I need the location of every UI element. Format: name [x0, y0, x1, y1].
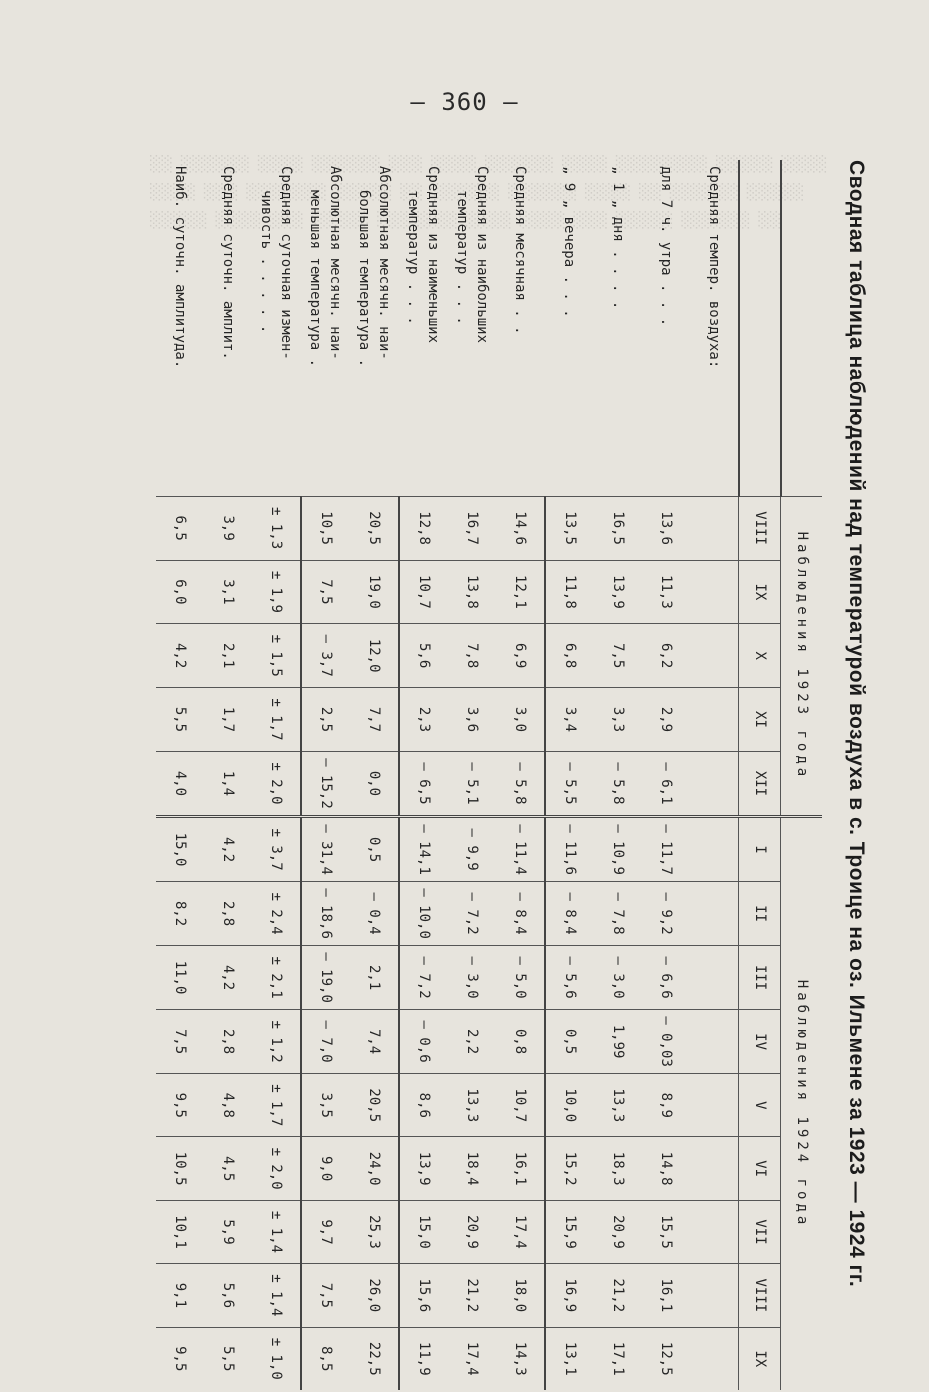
table-row: [690, 160, 739, 1390]
table-row: [399, 160, 448, 1390]
value-cell: ± 1,7: [252, 688, 301, 752]
value-cell: 3,3: [594, 688, 642, 752]
value-cell: ± 3,7: [252, 817, 301, 882]
value-cell: — 5,8: [594, 751, 642, 816]
row-label: [496, 160, 545, 496]
value-cell: [690, 624, 739, 688]
value-cell: — 5,0: [496, 946, 545, 1010]
value-cell: 16,5: [594, 496, 642, 560]
month-header: IX: [739, 1327, 781, 1390]
value-cell: 21,2: [594, 1264, 642, 1327]
value-cell: 4,2: [204, 946, 252, 1010]
table-row: [448, 160, 496, 1390]
value-cell: 3,6: [448, 688, 496, 752]
value-cell: 1,4: [204, 751, 252, 816]
value-cell: 13,8: [448, 560, 496, 624]
value-cell: ± 1,3: [252, 496, 301, 560]
value-cell: — 8,4: [545, 882, 594, 946]
table-row: [545, 160, 594, 1390]
value-cell: 18,0: [496, 1264, 545, 1327]
month-header: VII: [739, 1200, 781, 1263]
value-cell: 9,7: [301, 1200, 350, 1263]
value-cell: 6,2: [642, 624, 690, 688]
value-cell: ± 2,0: [252, 751, 301, 816]
value-cell: — 0,03: [642, 1010, 690, 1074]
table-body: [156, 160, 739, 1390]
value-cell: — 31,4: [301, 817, 350, 882]
value-cell: 11,0: [156, 946, 204, 1010]
value-cell: 7,5: [156, 1010, 204, 1074]
value-cell: 8,5: [301, 1327, 350, 1390]
row-label: [545, 160, 594, 496]
value-cell: [690, 1327, 739, 1390]
value-cell: [690, 1137, 739, 1200]
row-label: [156, 160, 204, 496]
value-cell: 4,8: [204, 1074, 252, 1137]
value-cell: 13,3: [448, 1074, 496, 1137]
month-header: X: [739, 624, 781, 688]
table-row: [252, 160, 301, 1390]
value-cell: 11,9: [399, 1327, 448, 1390]
value-cell: 18,3: [594, 1137, 642, 1200]
value-cell: 7,8: [448, 624, 496, 688]
value-cell: 20,5: [350, 496, 399, 560]
value-cell: 5,5: [204, 1327, 252, 1390]
value-cell: 12,1: [496, 560, 545, 624]
value-cell: [690, 751, 739, 816]
value-cell: [690, 688, 739, 752]
value-cell: 10,7: [496, 1074, 545, 1137]
value-cell: 10,5: [301, 496, 350, 560]
value-cell: 15,9: [545, 1200, 594, 1263]
value-cell: 4,2: [156, 624, 204, 688]
value-cell: 11,3: [642, 560, 690, 624]
month-header: II: [739, 882, 781, 946]
value-cell: ± 1,5: [252, 624, 301, 688]
value-cell: 7,5: [594, 624, 642, 688]
value-cell: — 15,2: [301, 751, 350, 816]
value-cell: — 5,8: [496, 751, 545, 816]
value-cell: 12,8: [399, 496, 448, 560]
value-cell: 6,5: [156, 496, 204, 560]
value-cell: 17,4: [496, 1200, 545, 1263]
month-header: VIII: [739, 1264, 781, 1327]
value-cell: 7,5: [301, 1264, 350, 1327]
value-cell: 4,5: [204, 1137, 252, 1200]
value-cell: 14,8: [642, 1137, 690, 1200]
row-label: [594, 160, 642, 496]
value-cell: 17,4: [448, 1327, 496, 1390]
value-cell: ± 2,4: [252, 882, 301, 946]
rotated-table-block: [138, 160, 868, 1390]
month-header: XII: [739, 751, 781, 816]
table-row: [301, 160, 350, 1390]
month-header: IX: [739, 560, 781, 624]
table-row: [350, 160, 399, 1390]
month-header: III: [739, 946, 781, 1010]
value-cell: 14,6: [496, 496, 545, 560]
value-cell: 5,5: [156, 688, 204, 752]
value-cell: — 6,6: [642, 946, 690, 1010]
value-cell: — 6,5: [399, 751, 448, 816]
value-cell: 6,0: [156, 560, 204, 624]
value-cell: ± 2,0: [252, 1137, 301, 1200]
value-cell: 7,7: [350, 688, 399, 752]
value-cell: — 19,0: [301, 946, 350, 1010]
value-cell: — 7,0: [301, 1010, 350, 1074]
value-cell: 18,4: [448, 1137, 496, 1200]
value-cell: 15,2: [545, 1137, 594, 1200]
value-cell: 16,1: [496, 1137, 545, 1200]
value-cell: ± 1,0: [252, 1327, 301, 1390]
value-cell: — 9,2: [642, 882, 690, 946]
table-row: [642, 160, 690, 1390]
value-cell: [690, 1010, 739, 1074]
value-cell: 10,5: [156, 1137, 204, 1200]
value-cell: — 18,6: [301, 882, 350, 946]
value-cell: — 7,8: [594, 882, 642, 946]
value-cell: 26,0: [350, 1264, 399, 1327]
row-label-line1: Средняя суточн. амплит.: [220, 166, 236, 360]
row-label-line1: „ 9 „ вечера . . .: [561, 166, 578, 318]
value-cell: 9,5: [156, 1327, 204, 1390]
value-cell: [690, 496, 739, 560]
value-cell: [690, 882, 739, 946]
row-label-line2: температур . . .: [405, 190, 422, 325]
value-cell: 20,9: [594, 1200, 642, 1263]
row-label: [350, 160, 399, 496]
value-cell: 16,9: [545, 1264, 594, 1327]
row-label-line1: Средняя месячная . .: [512, 166, 529, 335]
value-cell: 20,5: [350, 1074, 399, 1137]
value-cell: 4,0: [156, 751, 204, 816]
value-cell: 7,4: [350, 1010, 399, 1074]
value-cell: 10,7: [399, 560, 448, 624]
value-cell: ± 1,9: [252, 560, 301, 624]
value-cell: — 3,0: [594, 946, 642, 1010]
value-cell: 19,0: [350, 560, 399, 624]
value-cell: 3,4: [545, 688, 594, 752]
value-cell: — 5,6: [545, 946, 594, 1010]
value-cell: 15,0: [156, 817, 204, 882]
value-cell: [690, 817, 739, 882]
value-cell: [690, 1074, 739, 1137]
value-cell: 15,0: [399, 1200, 448, 1263]
row-label-line1: „ 1 „ дня . . . .: [610, 166, 626, 310]
value-cell: 2,1: [204, 624, 252, 688]
value-cell: [690, 560, 739, 624]
temperature-table: [156, 160, 822, 1390]
value-cell: 17,1: [594, 1327, 642, 1390]
value-cell: 22,5: [350, 1327, 399, 1390]
value-cell: — 10,9: [594, 817, 642, 882]
page-number: — 360 —: [410, 88, 519, 116]
value-cell: 4,2: [204, 817, 252, 882]
group-1924-header: Наблюдения 1924 года: [781, 817, 822, 1390]
value-cell: 1,99: [594, 1010, 642, 1074]
table-row: [204, 160, 252, 1390]
value-cell: ± 1,2: [252, 1010, 301, 1074]
value-cell: — 9,9: [448, 817, 496, 882]
month-header: IV: [739, 1010, 781, 1074]
value-cell: 5,6: [204, 1264, 252, 1327]
value-cell: — 0,6: [399, 1010, 448, 1074]
value-cell: 10,1: [156, 1200, 204, 1263]
value-cell: — 7,2: [448, 882, 496, 946]
row-label: [252, 160, 301, 496]
value-cell: — 10,0: [399, 882, 448, 946]
table-title: Сводная таблица наблюдений над температурой воздуха в с. Троице на оз. Ильмене за 1923 — 1924 гг.: [845, 160, 868, 1288]
value-cell: 13,9: [594, 560, 642, 624]
value-cell: 16,1: [642, 1264, 690, 1327]
value-cell: 0,8: [496, 1010, 545, 1074]
month-header: VIII: [739, 496, 781, 560]
value-cell: 15,6: [399, 1264, 448, 1327]
row-label-line1: для 7 ч. утра . . .: [658, 166, 674, 327]
value-cell: [690, 1264, 739, 1327]
value-cell: [690, 1200, 739, 1263]
value-cell: [690, 946, 739, 1010]
value-cell: 25,3: [350, 1200, 399, 1263]
row-label-line2: большая температура .: [356, 190, 373, 368]
row-label: [642, 160, 690, 496]
value-cell: 12,5: [642, 1327, 690, 1390]
value-cell: 5,9: [204, 1200, 252, 1263]
header-group-row: [781, 160, 822, 1390]
value-cell: 13,9: [399, 1137, 448, 1200]
row-label-line2: чивость . . . . .: [258, 190, 275, 334]
value-cell: 0,5: [545, 1010, 594, 1074]
value-cell: ± 1,4: [252, 1200, 301, 1263]
value-cell: 2,8: [204, 1010, 252, 1074]
value-cell: 24,0: [350, 1137, 399, 1200]
value-cell: 3,9: [204, 496, 252, 560]
value-cell: 13,5: [545, 496, 594, 560]
value-cell: 10,0: [545, 1074, 594, 1137]
value-cell: 11,8: [545, 560, 594, 624]
row-label-line2: температур . . .: [454, 190, 470, 325]
value-cell: 2,1: [350, 946, 399, 1010]
table-row: [156, 160, 204, 1390]
value-cell: 21,2: [448, 1264, 496, 1327]
value-cell: — 8,4: [496, 882, 545, 946]
value-cell: 2,3: [399, 688, 448, 752]
value-cell: — 5,1: [448, 751, 496, 816]
value-cell: 2,2: [448, 1010, 496, 1074]
row-label-line1: Средняя из наименьших: [425, 166, 442, 344]
value-cell: 13,3: [594, 1074, 642, 1137]
value-cell: 9,1: [156, 1264, 204, 1327]
value-cell: 7,5: [301, 560, 350, 624]
month-header: I: [739, 817, 781, 882]
value-cell: 9,0: [301, 1137, 350, 1200]
value-cell: — 3,7: [301, 624, 350, 688]
bleed-through-text: ░░ ░░░░░░ ░░░░ ░░░░░░ ░░░ ░░░░ ░░░░░░ ░░░░ ░░░░░░░░ ░░░░░ ░░░░ ░░░░ ░░░ ░░░░░░░ ░░░░░ ░░ ░░░░░░ ░░░░░░ ░░░░ ░░ ░░░░░░ ░░░░░ ░░░░░ ░░░░ ░░░ ░░░░░ ░░░░░░░ ░░░░ ░░░░ ░░░ ░░░░░ ░░░░░░ ░░: [150, 155, 828, 229]
row-label: [448, 160, 496, 496]
row-label-line1: Абсолютная месячн. наи-: [376, 166, 393, 360]
header-corner: [781, 160, 822, 496]
row-label: [690, 160, 739, 496]
value-cell: 0,5: [350, 817, 399, 882]
value-cell: 13,6: [642, 496, 690, 560]
value-cell: 3,1: [204, 560, 252, 624]
table-row: [496, 160, 545, 1390]
header-month-row: [739, 160, 781, 1390]
row-label-line1: Абсолютная месячн. наи-: [327, 166, 344, 360]
value-cell: — 5,5: [545, 751, 594, 816]
value-cell: 6,9: [496, 624, 545, 688]
value-cell: — 11,6: [545, 817, 594, 882]
value-cell: — 3,0: [448, 946, 496, 1010]
value-cell: 16,7: [448, 496, 496, 560]
value-cell: — 0,4: [350, 882, 399, 946]
value-cell: ± 1,4: [252, 1264, 301, 1327]
value-cell: — 11,7: [642, 817, 690, 882]
row-label: [399, 160, 448, 496]
row-label-line1: Средняя суточная измен-: [278, 166, 295, 360]
value-cell: 8,9: [642, 1074, 690, 1137]
value-cell: — 14,1: [399, 817, 448, 882]
value-cell: — 7,2: [399, 946, 448, 1010]
value-cell: 9,5: [156, 1074, 204, 1137]
table-row: [594, 160, 642, 1390]
value-cell: 8,6: [399, 1074, 448, 1137]
value-cell: — 6,1: [642, 751, 690, 816]
value-cell: 5,6: [399, 624, 448, 688]
row-label-line1: Наиб. суточн. амплитуда.: [172, 166, 188, 369]
row-label: [204, 160, 252, 496]
header-corner-2: [739, 160, 781, 496]
value-cell: 15,5: [642, 1200, 690, 1263]
value-cell: — 11,4: [496, 817, 545, 882]
value-cell: 3,0: [496, 688, 545, 752]
month-header: VI: [739, 1137, 781, 1200]
month-header: XI: [739, 688, 781, 752]
value-cell: ± 2,1: [252, 946, 301, 1010]
value-cell: 3,5: [301, 1074, 350, 1137]
group-1923-header: Наблюдения 1923 года: [781, 496, 822, 816]
value-cell: 6,8: [545, 624, 594, 688]
row-label-line1: Средняя темпер. воздуха:: [706, 166, 722, 369]
value-cell: 2,9: [642, 688, 690, 752]
value-cell: 20,9: [448, 1200, 496, 1263]
value-cell: 13,1: [545, 1327, 594, 1390]
value-cell: 12,0: [350, 624, 399, 688]
value-cell: 8,2: [156, 882, 204, 946]
row-label: [301, 160, 350, 496]
value-cell: 2,5: [301, 688, 350, 752]
value-cell: ± 1,7: [252, 1074, 301, 1137]
value-cell: 0,0: [350, 751, 399, 816]
month-header: V: [739, 1074, 781, 1137]
row-label-line1: Средняя из наибольших: [474, 166, 490, 344]
value-cell: 2,8: [204, 882, 252, 946]
value-cell: 14,3: [496, 1327, 545, 1390]
row-label-line2: меньшая температура .: [307, 190, 324, 368]
value-cell: 1,7: [204, 688, 252, 752]
